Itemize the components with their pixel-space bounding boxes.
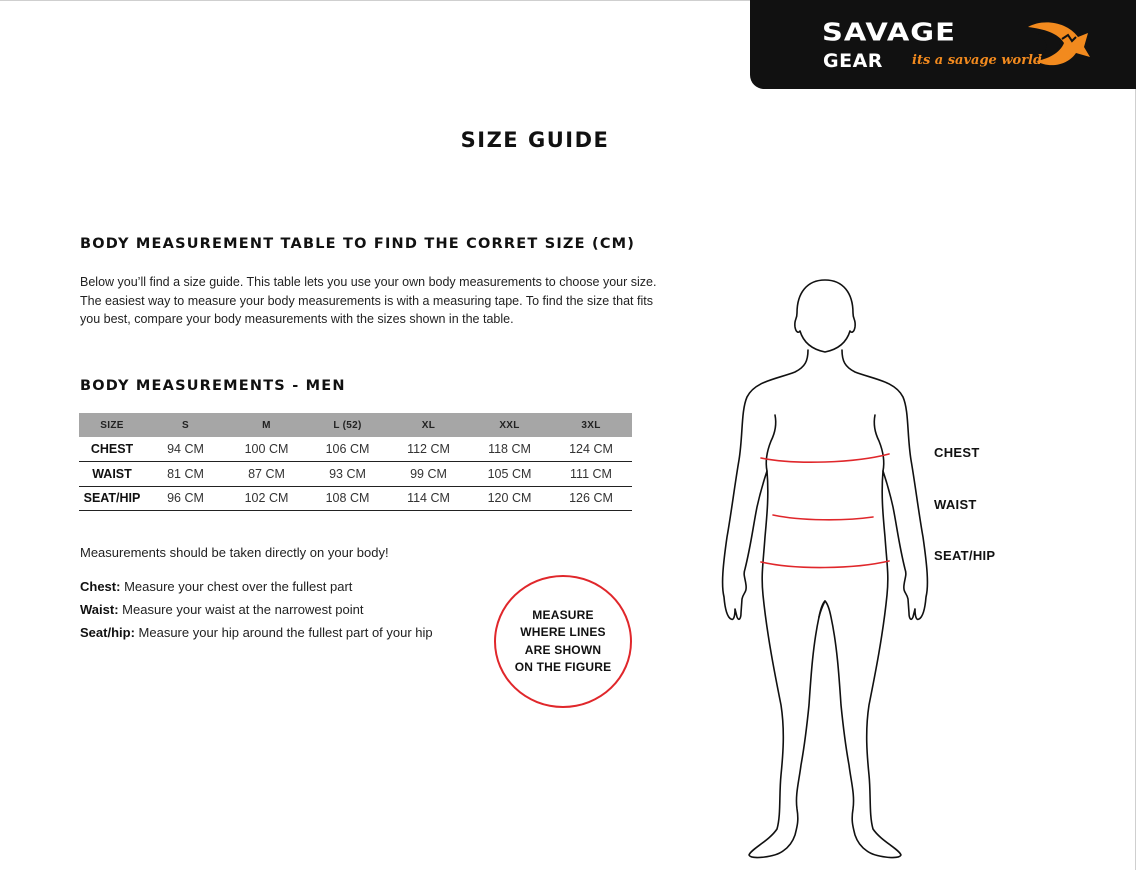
measure-note: Measurements should be taken directly on your body! xyxy=(80,545,389,560)
header-s: S xyxy=(145,413,226,437)
row-label: WAIST xyxy=(79,462,145,487)
table-cell: 100 CM xyxy=(226,437,307,462)
note-text: Measure your waist at the narrowest point xyxy=(122,602,364,617)
table-cell: 93 CM xyxy=(307,462,388,487)
header-m: M xyxy=(226,413,307,437)
row-label: CHEST xyxy=(79,437,145,462)
header-size: SIZE xyxy=(79,413,145,437)
header-xl: XL xyxy=(388,413,469,437)
fish-logo-icon xyxy=(1022,17,1092,73)
note-chest xyxy=(80,579,352,594)
note-hip xyxy=(80,625,433,640)
table-cell: 111 CM xyxy=(550,462,632,487)
row-label: SEAT/HIP xyxy=(79,486,145,511)
intro-line: The easiest way to measure your body measurements is with a measuring tape. To find the size that fits xyxy=(80,293,653,308)
hip-measure-line xyxy=(761,561,889,568)
chest-measure-line xyxy=(761,454,889,462)
table-row-waist xyxy=(79,462,632,487)
header-l: L (52) xyxy=(307,413,388,437)
badge-line: MEASURE xyxy=(532,607,594,622)
table-cell: 106 CM xyxy=(307,437,388,462)
table-cell: 118 CM xyxy=(469,437,550,462)
table-cell: 81 CM xyxy=(145,462,226,487)
table-cell: 99 CM xyxy=(388,462,469,487)
table-cell: 105 CM xyxy=(469,462,550,487)
note-text: Measure your chest over the fullest part xyxy=(124,579,353,594)
table-cell: 124 CM xyxy=(550,437,632,462)
note-term: Waist: xyxy=(80,602,119,617)
table-section-heading: BODY MEASUREMENT TABLE TO FIND THE CORRET SIZE (CM) xyxy=(80,236,636,252)
table-cell: 120 CM xyxy=(469,486,550,511)
figure-label-waist: WAIST xyxy=(934,497,977,512)
men-section-heading: BODY MEASUREMENTS - MEN xyxy=(80,378,346,394)
table-cell: 94 CM xyxy=(145,437,226,462)
brand-name: SAVAGE xyxy=(822,17,956,47)
table-cell: 96 CM xyxy=(145,486,226,511)
measure-badge xyxy=(494,575,632,708)
size-table xyxy=(79,413,632,511)
table-row-chest xyxy=(79,437,632,462)
badge-line: ARE SHOWN xyxy=(524,642,602,657)
table-cell: 108 CM xyxy=(307,486,388,511)
note-waist xyxy=(80,602,364,617)
note-term: Seat/hip: xyxy=(80,625,135,640)
brand-tagline: its a savage world xyxy=(912,53,1043,68)
intro-line: Below you’ll find a size guide. This table lets you use your own body measurements to choose your size. xyxy=(80,275,657,289)
table-cell: 112 CM xyxy=(388,437,469,462)
badge-line: ON THE FIGURE xyxy=(514,660,612,674)
badge-line: WHERE LINES xyxy=(520,625,606,639)
table-cell: 126 CM xyxy=(550,486,632,511)
intro-paragraph xyxy=(80,273,680,329)
header-3xl: 3XL xyxy=(550,413,632,437)
figure-label-hip: SEAT/HIP xyxy=(934,548,996,563)
waist-measure-line xyxy=(773,515,873,520)
brand-sub: GEAR xyxy=(823,50,883,72)
body-outline-figure xyxy=(715,275,935,865)
table-cell: 114 CM xyxy=(388,486,469,511)
table-cell: 102 CM xyxy=(226,486,307,511)
note-text: Measure your hip around the fullest part of your hip xyxy=(138,625,433,640)
table-row-hip xyxy=(79,486,632,511)
table-cell: 87 CM xyxy=(226,462,307,487)
figure-label-chest: CHEST xyxy=(934,445,980,460)
page-title: SIZE GUIDE xyxy=(460,128,610,152)
intro-line: you best, compare your body measurements with the sizes shown in the table. xyxy=(80,312,514,326)
note-term: Chest: xyxy=(80,579,121,594)
table-header-row xyxy=(79,413,632,437)
header-xxl: XXL xyxy=(469,413,550,437)
